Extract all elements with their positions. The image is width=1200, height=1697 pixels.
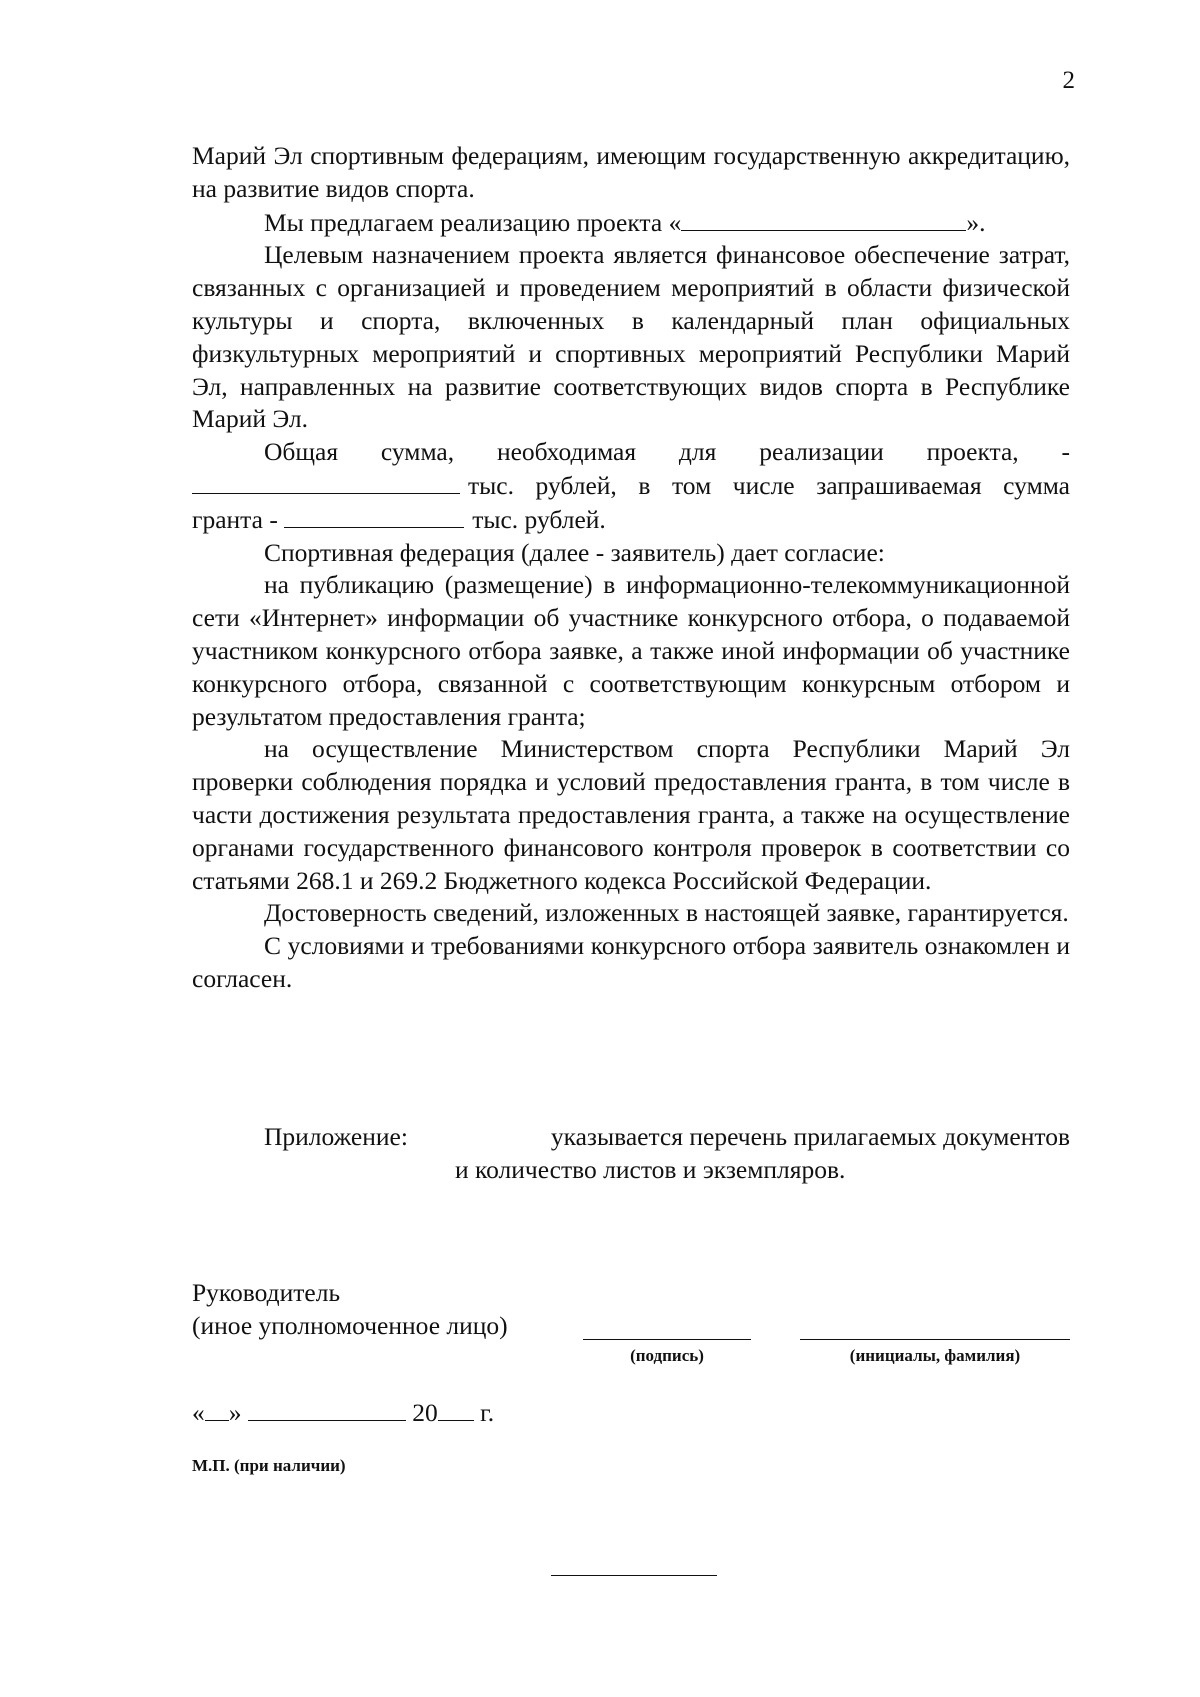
total-amount-line1: Общая сумма, необходимая для реализации проекта, - [264,437,1070,467]
date-line [192,1396,494,1429]
attachment-label: Приложение: [264,1122,408,1151]
total-amount-blank [192,469,460,494]
project-name-close: ». [966,207,986,237]
project-name-label: Мы предлагаем реализацию проекта « [264,207,682,237]
attachment-text-line1: указывается перечень прилагаемых документов [550,1122,1070,1151]
paragraph-project-name [192,206,1070,240]
stamp-note: М.П. (при наличии) [192,1456,346,1475]
signature-caption: (подпись) [630,1346,704,1365]
page-number: 2 [1062,67,1075,94]
date-day-blank [205,1396,229,1421]
attachment-row1 [264,1120,1070,1153]
paragraph-total-amount [192,436,1070,536]
signature-blank [583,1339,751,1340]
grant-amount-text: тыс. рублей. [472,504,606,534]
paragraph-reliability: Достоверность сведений, изложенных в настоящей заявке, гарантируется. [264,898,1069,928]
paragraph-project-purpose: Целевым назначением проекта является финансовое обеспечение затрат, связанных с организацией и проведением мероприятий в области физической культуры и спорта, включенных в календарный план официальных физкультурных мероприятий и спортивных мероприятий Республики Марий Эл, направленных на развитие соответствующих видов спорта в Республике Марий Эл. [192,240,1070,434]
date-year-blank [438,1396,474,1421]
paragraph-consent-intro: Спортивная федерация (далее - заявитель) дает согласие: [264,537,885,567]
signatory-title-line1: Руководитель [192,1278,341,1307]
total-amount-text: тыс. рублей, в том числе запрашиваемая сумма [468,470,1070,500]
paragraph-federations: Марий Эл спортивным федерациям, имеющим государственную аккредитацию, на развитие видов спорта. [192,141,1070,203]
total-amount-line2 [192,469,1070,503]
name-caption: (инициалы, фамилия) [849,1346,1021,1365]
date-open-quote: « [192,1398,205,1427]
date-month-blank [248,1396,406,1421]
date-year-suffix: г. [480,1398,495,1427]
name-blank [800,1339,1070,1340]
attachment-text-line2: и количество листов и экземпляров. [455,1155,846,1184]
end-rule [551,1575,717,1576]
paragraph-consent-publication: на публикацию (размещение) в информационно-телекоммуникационной сети «Интернет» информации об участнике конкурсного отбора, о подаваемой участником конкурсного отбора заявке, а также иной информации об участнике конкурсного отбора, связанной с соответствующим конкурсным отбором и результатом предоставления гранта; [192,570,1070,731]
date-close-quote: » [228,1398,242,1427]
signatory-title-line2: (иное уполномоченное лицо) [192,1311,508,1340]
paragraph-consent-inspection: на осуществление Министерством спорта Республики Марий Эл проверки соблюдения порядка и условий предоставления гранта, в том числе в части достижения результата предоставления гранта, а также на осуществление органами государственного финансового контроля проверок в соответствии со статьями 268.1 и 269.2 Бюджетного кодекса Российской Федерации. [192,734,1070,895]
grant-amount-blank [284,503,464,528]
attachment-block [264,1120,1070,1186]
paragraph-terms-accepted: С условиями и требованиями конкурсного отбора заявитель ознакомлен и согласен. [192,931,1070,993]
date-year-prefix: 20 [412,1398,438,1427]
grant-amount-line [192,503,1070,537]
grant-amount-label: гранта - [192,504,278,534]
document-body [192,140,1070,996]
project-name-blank [681,206,966,231]
signatory-title [192,1276,508,1342]
